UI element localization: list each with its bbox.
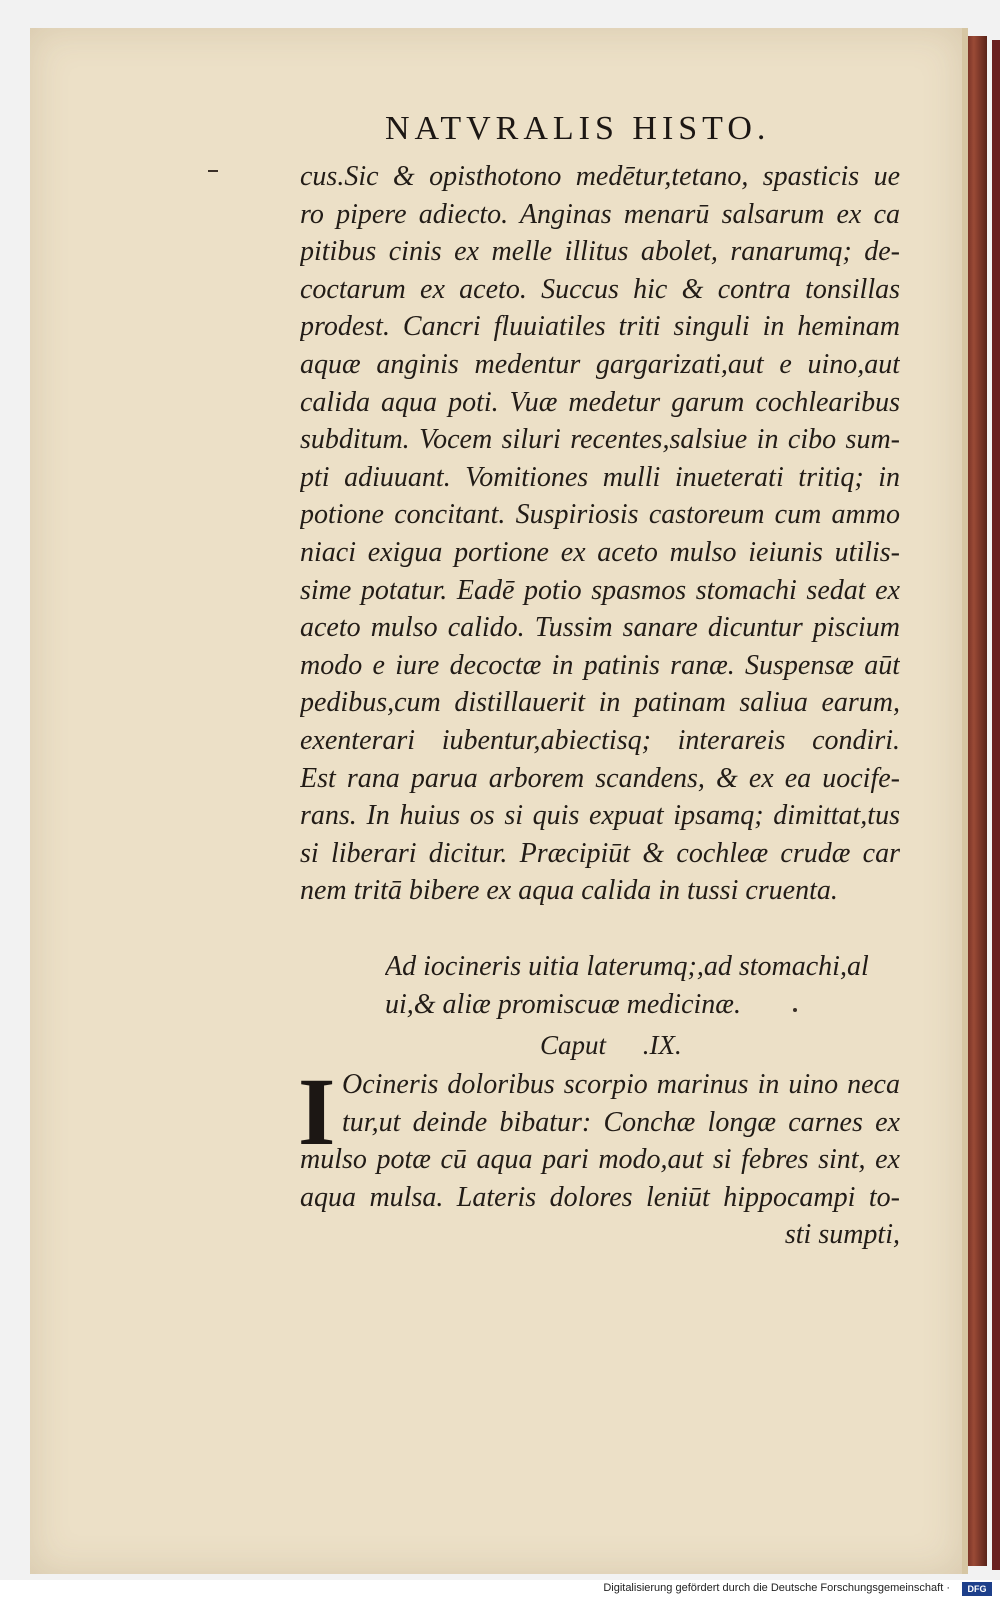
text-line: sti sumpti, bbox=[784, 1219, 900, 1251]
chapter-text bbox=[298, 1058, 900, 1254]
text-line: modo e iure decoctæ in patinis ranæ. Suspensæ aūt bbox=[300, 649, 900, 681]
text-line: coctarum ex aceto. Succus hic & contra tonsillas bbox=[300, 273, 900, 305]
text-line: subditum. Vocem siluri recentes,salsiue in cibo sum- bbox=[300, 424, 900, 456]
text-line: niaci exigua portione ex aceto mulso ieiunis utilis- bbox=[300, 536, 900, 568]
text-line: sime potatur. Eadē potio spasmos stomachi sedat ex bbox=[300, 574, 900, 606]
book-page-edge bbox=[965, 36, 987, 1566]
text-line: aceto mulso calido. Tussim sanare dicuntur piscium bbox=[300, 612, 900, 644]
scan-edge-strip bbox=[992, 40, 1000, 1570]
text-line: tur,ut deinde bibatur: Conchæ longæ carnes ex bbox=[342, 1106, 900, 1138]
digitization-credit: Digitalisierung gefördert durch die Deutsche Forschungsgemeinschaft · bbox=[603, 1582, 950, 1594]
text-line: cus.Sic & opisthotono medētur,tetano, spasticis ue bbox=[300, 161, 900, 192]
text-line: potione concitant. Suspiriosis castoreum cum ammo bbox=[300, 499, 900, 531]
ink-dot bbox=[793, 1008, 797, 1012]
section-heading bbox=[385, 948, 905, 1024]
text-line: prodest. Cancri fluuiatiles triti singuli in heminam bbox=[300, 311, 900, 343]
text-line: Est rana parua arborem scandens, & ex ea uocife- bbox=[300, 762, 900, 794]
margin-mark bbox=[208, 170, 218, 172]
body-text bbox=[300, 158, 900, 910]
heading-line: ui,& aliæ promiscuæ medicinæ. bbox=[385, 989, 741, 1020]
text-line: pedibus,cum distillauerit in patinam saliua earum, bbox=[300, 687, 900, 719]
dfg-logo: DFG bbox=[962, 1582, 992, 1596]
text-line: Ocineris doloribus scorpio marinus in uino neca bbox=[342, 1069, 900, 1100]
drop-cap: I bbox=[298, 1058, 336, 1165]
heading-line: Ad iocineris uitia laterumq;,ad stomachi,al bbox=[385, 951, 869, 982]
text-line: pitibus cinis ex melle illitus abolet, ranarumq; de- bbox=[300, 236, 900, 268]
text-line: rans. In huius os si quis expuat ipsamq; dimittat,tus bbox=[300, 800, 900, 832]
text-line: nem tritā bibere ex aqua calida in tussi cruenta. bbox=[300, 875, 838, 907]
text-line: pti adiuuant. Vomitiones mulli inueterati tritiq; in bbox=[300, 461, 900, 493]
running-head: NATVRALIS HISTO. bbox=[385, 110, 771, 147]
text-line: calida aqua poti. Vuæ medetur garum cochlearibus bbox=[300, 386, 900, 418]
text-line: si liberari dicitur. Præcipiūt & cochleæ crudæ car bbox=[300, 837, 900, 869]
text-line: mulso potæ cū aqua pari modo,aut si febres sint, ex bbox=[300, 1144, 900, 1176]
chapter-label: Caput .IX. bbox=[540, 1030, 682, 1060]
text-line: exenterari iubentur,abiectisq; interareis condiri. bbox=[300, 724, 900, 756]
text-line: ro pipere adiecto. Anginas menarū salsarum ex ca bbox=[300, 198, 900, 230]
text-line: aquæ anginis medentur gargarizati,aut e uino,aut bbox=[300, 348, 900, 380]
text-line: aqua mulsa. Lateris dolores leniūt hippocampi to- bbox=[300, 1181, 900, 1213]
